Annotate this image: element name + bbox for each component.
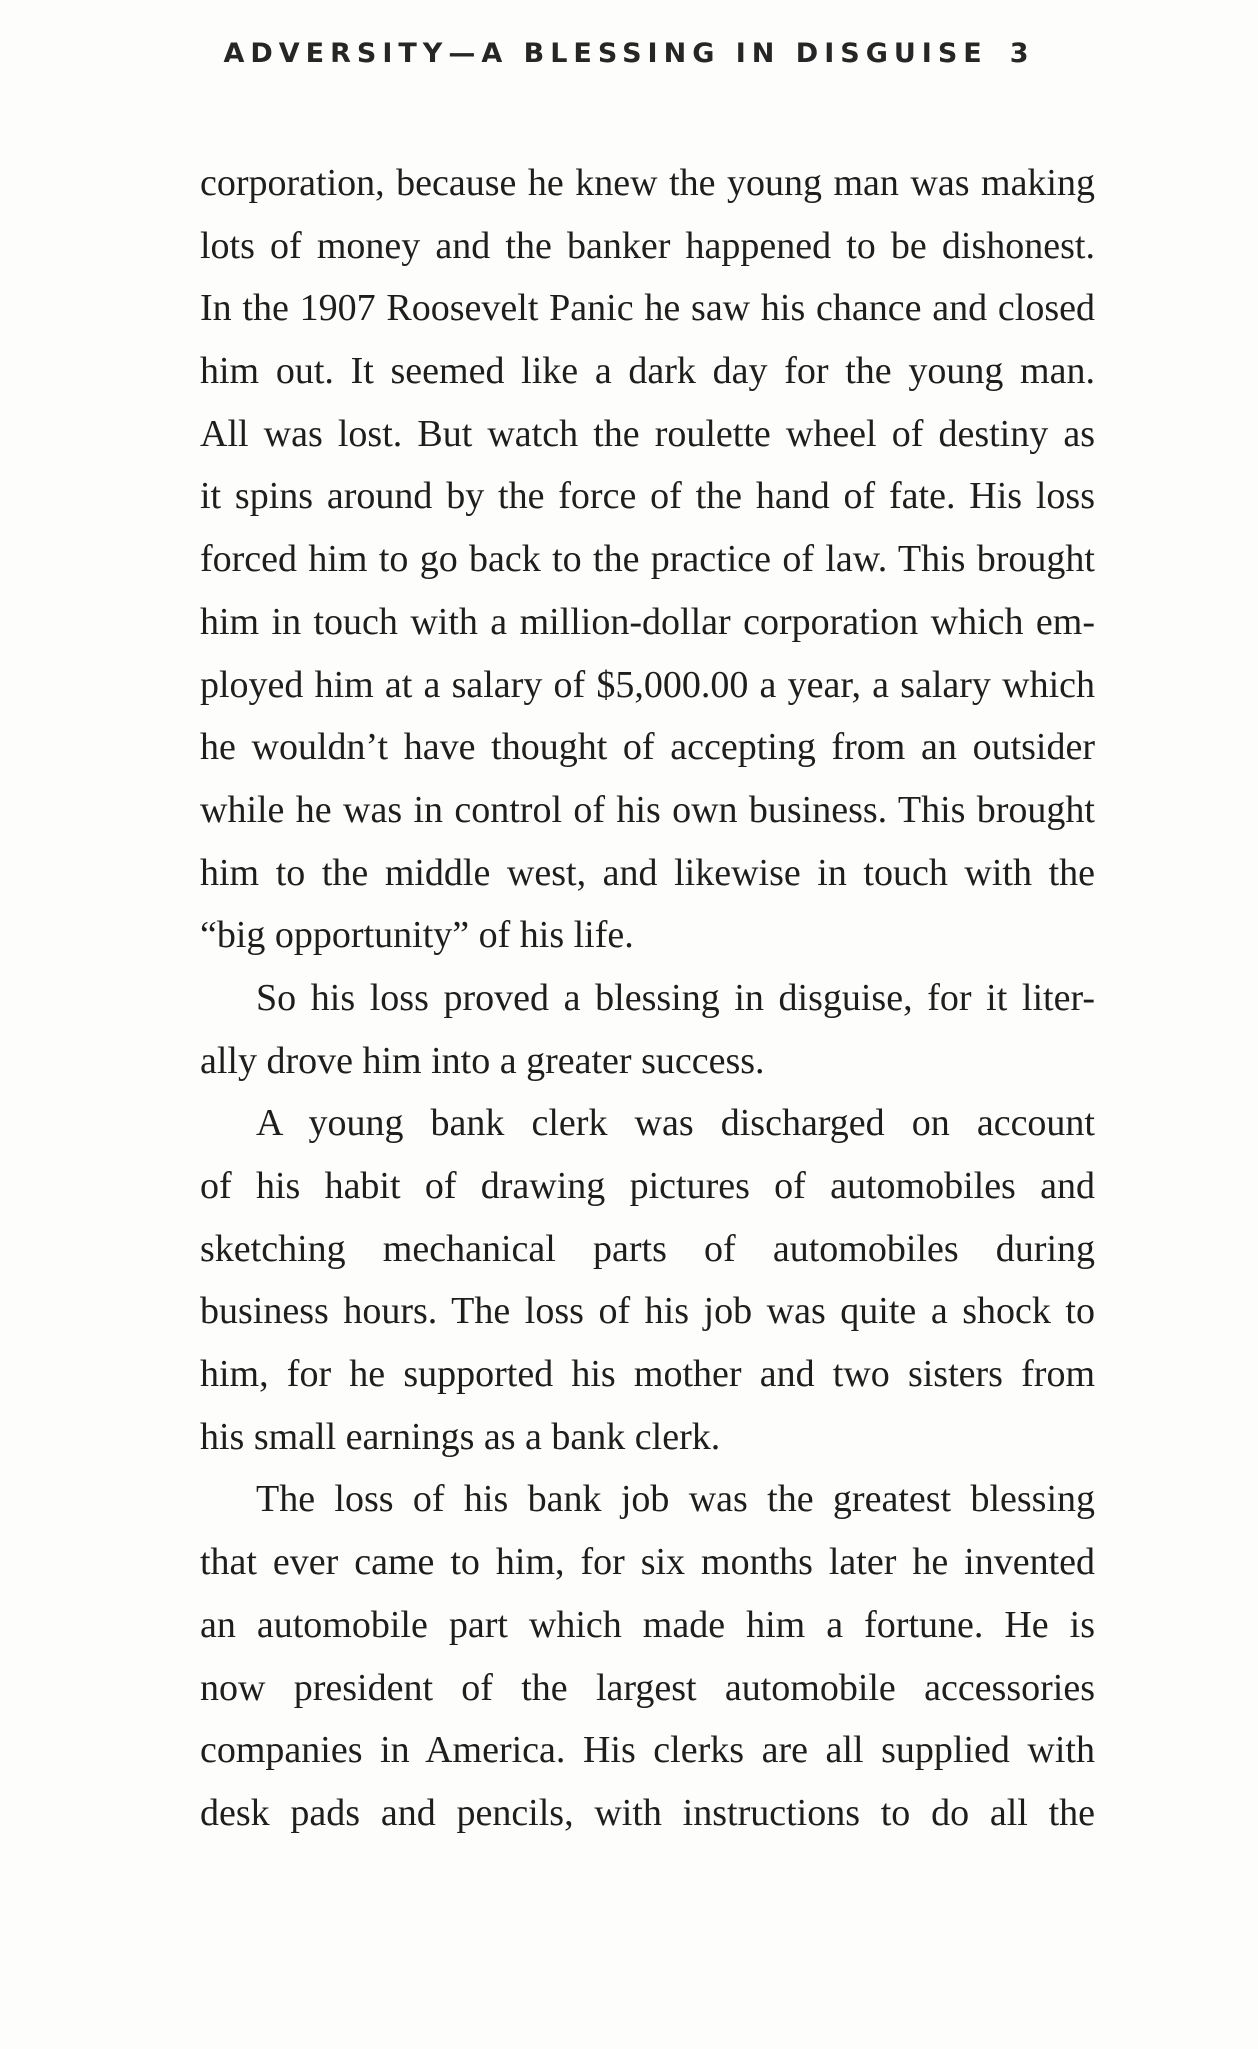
text-line: In the 1907 Roosevelt Panic he saw his chance and closed [200,287,1095,330]
chapter-title: ADVERSITY—A BLESSING IN DISGUISE [223,38,988,69]
text-line: he wouldn’t have thought of accepting from an outsider [200,726,1095,769]
text-line: an automobile part which made him a fortune. He is [200,1603,1095,1646]
text-line: his small earnings as a bank clerk. [200,1415,721,1458]
text-line: ally drove him into a greater success. [200,1039,765,1082]
text-line: him to the middle west, and likewise in touch with the [200,851,1095,894]
paragraph-2 [200,967,1095,1092]
running-header [0,38,1258,69]
text-line: lots of money and the banker happened to be dishonest. [200,224,1095,267]
text-line: corporation, because he knew the young man was making [200,162,1095,204]
text-line: business hours. The loss of his job was quite a shock to [200,1290,1095,1333]
text-line: of his habit of drawing pictures of automobiles and [200,1165,1095,1207]
text-line: “big opportunity” of his life. [200,914,634,957]
text-line: companies in America. His clerks are all supplied with [200,1729,1095,1772]
page-number: 3 [1009,38,1035,69]
text-line: sketching mechanical parts of automobiles during [200,1227,1095,1270]
paragraph-4 [200,1468,1095,1844]
text-line: desk pads and pencils, with instructions to do all the [200,1791,1095,1834]
text-line: it spins around by the force of the hand of fate. His loss [200,475,1095,518]
paragraph-1 [200,152,1095,967]
text-line: All was lost. But watch the roulette wheel of destiny as [200,412,1095,455]
text-line: now president of the largest automobile accessories [200,1666,1095,1709]
paragraph-3 [200,1092,1095,1468]
text-line: The loss of his bank job was the greatest blessing [256,1478,1095,1521]
text-line: ployed him at a salary of $5,000.00 a year, a salary which [200,663,1095,706]
text-line: that ever came to him, for six months later he invented [200,1541,1095,1584]
text-line: while he was in control of his own business. This brought [200,788,1095,831]
text-line: A young bank clerk was discharged on account [256,1102,1095,1145]
text-line: him out. It seemed like a dark day for the young man. [200,350,1095,393]
body-text [200,152,1095,1845]
text-line: him in touch with a million-dollar corporation which em- [200,600,1095,643]
text-line: So his loss proved a blessing in disguise, for it liter- [256,976,1095,1019]
text-line: forced him to go back to the practice of law. This brought [200,538,1095,581]
text-line: him, for he supported his mother and two sisters from [200,1353,1095,1396]
